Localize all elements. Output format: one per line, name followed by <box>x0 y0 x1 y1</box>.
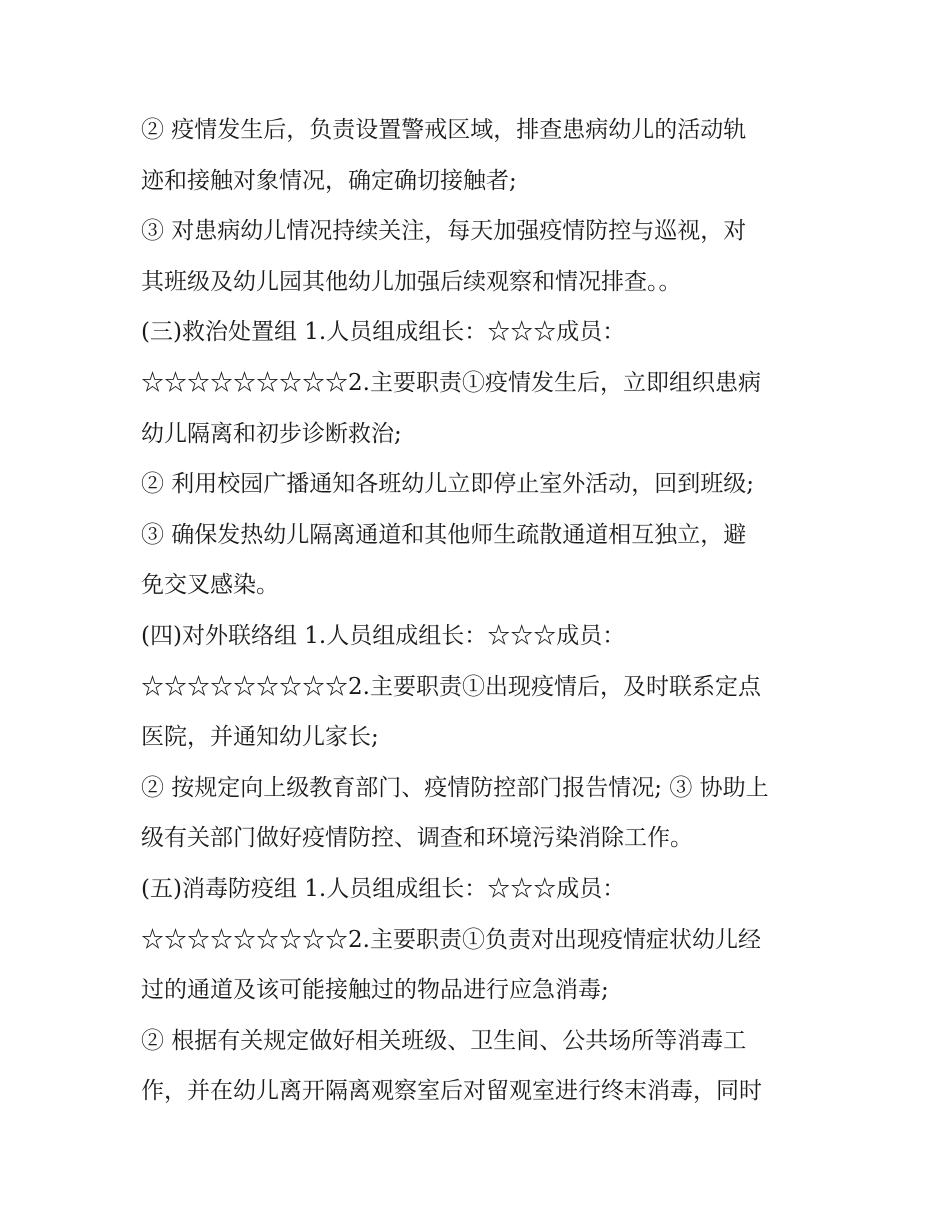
text-line: 幼儿隔离和初步诊断救治; <box>141 420 402 447</box>
text-line: 免交叉感染。 <box>141 572 279 599</box>
text-line: ☆☆☆☆☆☆☆☆☆2.主要职责①疫情发生后，立即组织患病 <box>141 369 761 396</box>
text-line: ② 利用校园广播通知各班幼儿立即停止室外活动，回到班级; <box>141 471 755 498</box>
text-line: ② 根据有关规定做好相关班级、卫生间、公共场所等消毒工 <box>141 1027 747 1054</box>
text-line: ☆☆☆☆☆☆☆☆☆2.主要职责①出现疫情后，及时联系定点 <box>141 673 761 700</box>
section-heading-line: (三)救治处置组 1.人员组成组长：☆☆☆成员： <box>141 319 626 346</box>
text-line: 迹和接触对象情况，确定确切接触者; <box>141 167 517 194</box>
text-line: 过的通道及该可能接触过的物品进行应急消毒; <box>141 977 609 1004</box>
text-line: 作，并在幼儿离开隔离观察室后对留观室进行终末消毒，同时 <box>141 1078 762 1105</box>
text-line: ② 按规定向上级教育部门、疫情防控部门报告情况; ③ 协助上 <box>141 774 769 801</box>
section-heading-line: (四)对外联络组 1.人员组成组长：☆☆☆成员： <box>141 622 626 649</box>
document-body <box>141 105 821 1117</box>
text-line: ☆☆☆☆☆☆☆☆☆2.主要职责①负责对出现疫情症状幼儿经 <box>141 926 761 953</box>
text-line: 其班级及幼儿园其他幼儿加强后续观察和情况排查。。 <box>141 268 682 295</box>
text-line: ② 疫情发生后，负责设置警戒区域，排查患病幼儿的活动轨 <box>141 117 747 143</box>
section-heading-line: (五)消毒防疫组 1.人员组成组长：☆☆☆成员： <box>141 875 626 902</box>
text-line: 级有关部门做好疫情防控、调查和环境污染消除工作。 <box>141 825 693 852</box>
text-line: 医院，并通知幼儿家长; <box>141 724 379 751</box>
text-line: ③ 对患病幼儿情况持续关注，每天加强疫情防控与巡视，对 <box>141 218 747 245</box>
text-line: ③ 确保发热幼儿隔离通道和其他师生疏散通道相互独立，避 <box>141 521 747 548</box>
